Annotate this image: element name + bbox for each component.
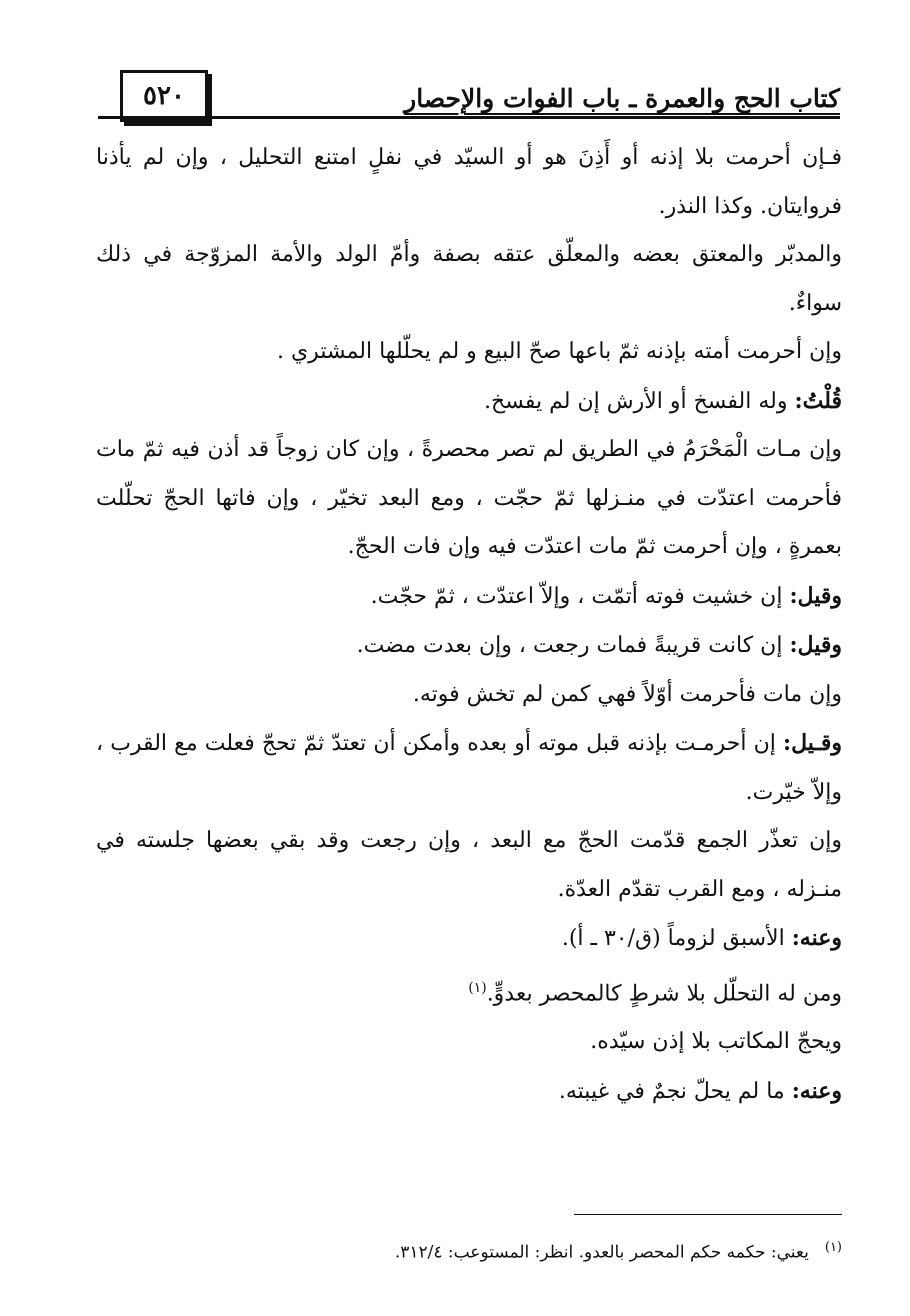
paragraph: فـإن أحرمت بلا إذنه أو أَذِنَ هو أو السيّد في نفلٍ امتنع التحليل ، وإن لم يأذنا فروايتان. وكذا النذر.: [96, 145, 842, 219]
paragraph: [96, 377, 842, 427]
paragraph-text: ما لم يحلّ نجمٌ في غيبته.: [558, 1078, 792, 1104]
paragraph-text: إن خشيت فوته أتمّت ، وإلاّ اعتدّت ، ثمّ حجّت.: [370, 583, 790, 609]
paragraph: [96, 621, 842, 671]
paragraph-text: وله الفسخ أو الأرش إن لم يفسخ.: [484, 388, 795, 414]
paragraph: [96, 914, 842, 964]
paragraph: وإن مـات الْمَحْرَمُ في الطريق لم تصر محصرةً ، وإن كان زوجاً قد أذن فيه ثمّ مات فأحرمت اعتدّت في منـزلها ثمّ حجّت ، ومع البعد تخيّر ، وإن فاتها الحجّ تحلّلت بعمرةٍ ، وإن أحرمت ثمّ مات اعتدّت فيه وإن فات الحجّ.: [96, 437, 842, 559]
page-number: ٥٢٠: [143, 81, 185, 111]
paragraph: [96, 719, 842, 817]
paragraph: وإن أحرمت أمته بإذنه ثمّ باعها صحّ البيع و لم يحلّلها المشتري .: [276, 339, 842, 364]
paragraph-lead: وقيل:: [789, 632, 842, 658]
paragraph: [96, 964, 842, 1019]
paragraph-lead: قُلْتُ:: [794, 387, 842, 414]
paragraph-text: إن كانت قريبةً فمات رجعت ، وإن بعدت مضت.: [356, 633, 790, 658]
footnote-separator: [574, 1214, 842, 1215]
main-text: [96, 134, 842, 1116]
paragraph: ويحجّ المكاتب بلا إذن سيّده.: [590, 1029, 842, 1055]
paragraph: وإن تعذّر الجمع قدّمت الحجّ مع البعد ، وإن رجعت وقد بقي بعضها جلسته في منـزله ، ومع القرب تقدّم العدّة.: [96, 828, 842, 902]
paragraph-text: إن أحرمـت بإذنه قبل موته أو بعده وأمكن أن تعتدّ ثمّ تحجّ فعلت مع القرب ، وإلاّ خيّرت.: [96, 731, 842, 805]
header-rule: [98, 116, 840, 119]
footnote-number: (١): [824, 1240, 842, 1255]
footnote: [96, 1234, 842, 1267]
page-number-box: [120, 70, 208, 122]
paragraph: [96, 1067, 842, 1117]
paragraph: [96, 572, 842, 622]
footnote-reference[interactable]: (١): [468, 979, 487, 996]
footnote-text: يعني: حكمه حكم المحصر بالعدو. انظر: المستوعب: ٣١٢/٤.: [394, 1242, 809, 1263]
paragraph-lead: وعنه:: [791, 1077, 842, 1104]
paragraph-lead: وقـيل:: [782, 730, 842, 756]
paragraph-text: الأسبق لزوماً (ق/٣٠ ـ أ).: [561, 926, 792, 951]
paragraph-text: ومن له التحلّل بلا شرطٍ كالمحصر بعدوٍّ.: [486, 980, 842, 1006]
page-header: [98, 70, 840, 122]
paragraph: والمدبّر والمعتق بعضه والمعلّق عتقه بصفة وأمّ الولد والأمة المزوّجة في ذلك سواءٌ.: [96, 242, 842, 316]
paragraph-lead: وقيل:: [789, 582, 842, 609]
paragraph: وإن مات فأحرمت أوّلاً فهي كمن لم تخش فوته.: [412, 681, 842, 707]
running-title: كتاب الحج والعمرة ـ باب الفوات والإحصار: [404, 84, 840, 113]
paragraph-lead: وعنه:: [791, 925, 842, 951]
